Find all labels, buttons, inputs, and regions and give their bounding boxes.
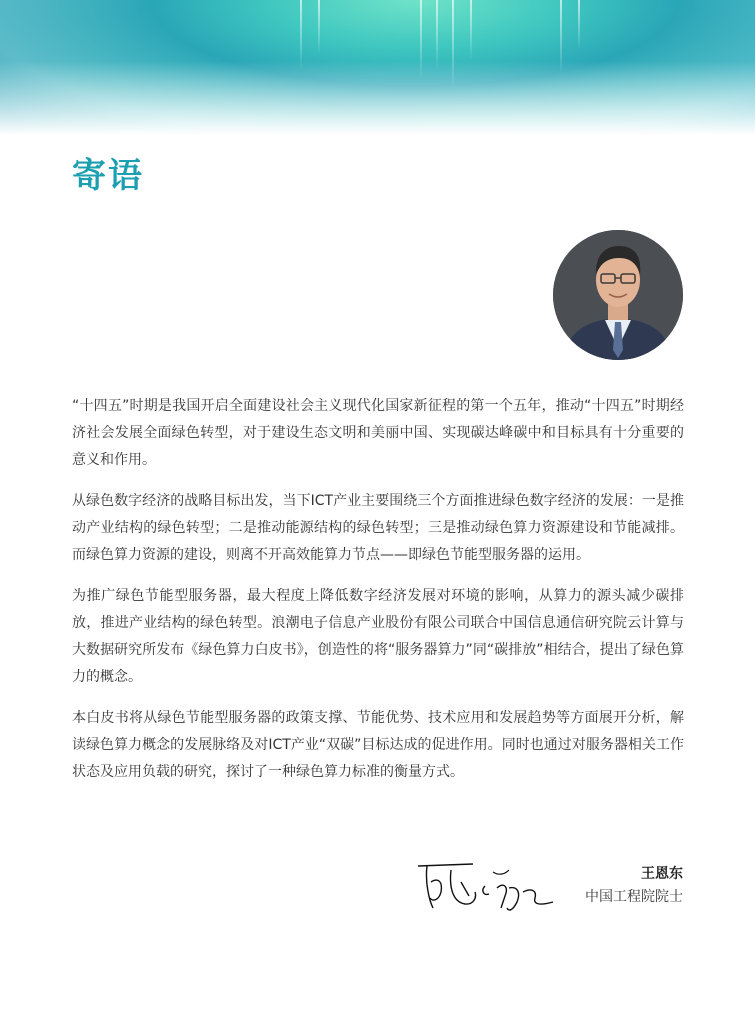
foreword-body xyxy=(72,393,684,800)
author-name: 王恩东 xyxy=(641,866,683,882)
banner-light-streak xyxy=(560,0,562,75)
paragraph: “十四五”时期是我国开启全面建设社会主义现代化国家新征程的第一个五年，推动“十四五”时期经济社会发展全面绿色转型，对于建设生态文明和美丽中国、实现碳达峰碳中和目标具有十分重要的意义和作用。 xyxy=(72,398,684,468)
banner-light-streak xyxy=(318,0,320,55)
banner-light-streak xyxy=(420,0,422,80)
handwritten-signature xyxy=(413,852,563,922)
signature-graphic xyxy=(413,852,563,922)
header-banner xyxy=(0,0,755,135)
paragraph: 为推广绿色节能型服务器，最大程度上降低数字经济发展对环境的影响，从算力的源头减少碳排放，推进产业结构的绿色转型。浪潮电子信息产业股份有限公司联合中国信息通信研究院云计算与大数据研究所发布《绿色算力白皮书》，创造性的将“服务器算力”同“碳排放”相结合，提出了绿色算力的概念。 xyxy=(72,588,684,685)
banner-light-streak xyxy=(578,0,580,50)
portrait-illustration xyxy=(553,230,683,360)
paragraph: 从绿色数字经济的战略目标出发，当下ICT产业主要围绕三个方面推进绿色数字经济的发展：一是推动产业结构的绿色转型；二是推动能源结构的绿色转型；三是推动绿色算力资源建设和节能减排。而绿色算力资源的建设，则离不开高效能算力节点——即绿色节能型服务器的运用。 xyxy=(72,493,684,563)
banner-light-streak xyxy=(436,0,438,70)
author-title: 中国工程院院士 xyxy=(585,889,683,905)
paragraph: 本白皮书将从绿色节能型服务器的政策支撑、节能优势、技术应用和发展趋势等方面展开分析，解读绿色算力概念的发展脉络及对ICT产业“双碳”目标达成的促进作用。同时也通过对服务器相关工作状态及应用负载的研究，探讨了一种绿色算力标准的衡量方式。 xyxy=(72,710,684,780)
banner-light-streak xyxy=(470,0,472,60)
banner-light-streak xyxy=(452,0,454,90)
page-title: 寄语 xyxy=(72,156,144,196)
banner-light-streak xyxy=(300,0,302,70)
author-portrait xyxy=(553,230,683,360)
